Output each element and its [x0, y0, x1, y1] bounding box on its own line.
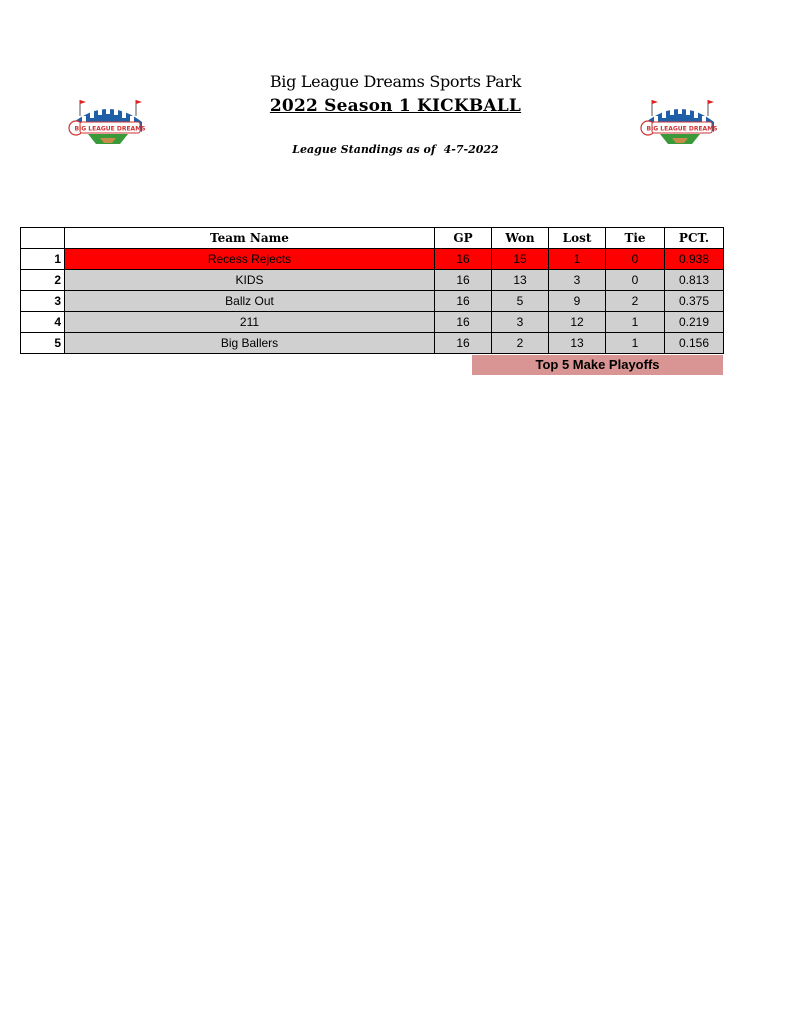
- pct-cell: 0.375: [665, 291, 724, 312]
- rank-cell: 2: [21, 270, 65, 291]
- table-row: [21, 333, 724, 354]
- playoffs-note: Top 5 Make Playoffs: [472, 355, 723, 375]
- rank-cell: 1: [21, 249, 65, 270]
- team-name-cell: 211: [65, 312, 435, 333]
- tie-cell: 0: [606, 249, 665, 270]
- won-cell: 13: [492, 270, 549, 291]
- header-pct: PCT.: [665, 228, 724, 249]
- header-won: Won: [492, 228, 549, 249]
- gp-cell: 16: [435, 333, 492, 354]
- header-lost: Lost: [549, 228, 606, 249]
- lost-cell: 9: [549, 291, 606, 312]
- svg-text:BIG LEAGUE DREAMS: BIG LEAGUE DREAMS: [74, 125, 146, 133]
- team-name-cell: Recess Rejects: [65, 249, 435, 270]
- table-row: [21, 270, 724, 291]
- standings-table: [20, 227, 724, 354]
- standings-date-line: [0, 143, 791, 156]
- gp-cell: 16: [435, 291, 492, 312]
- pct-cell: 0.219: [665, 312, 724, 333]
- lost-cell: 12: [549, 312, 606, 333]
- standings-date: 4-7-2022: [443, 143, 499, 156]
- table-row: [21, 291, 724, 312]
- lost-cell: 13: [549, 333, 606, 354]
- table-header-row: [21, 228, 724, 249]
- header-gp: GP: [435, 228, 492, 249]
- header-tie: Tie: [606, 228, 665, 249]
- rank-cell: 4: [21, 312, 65, 333]
- gp-cell: 16: [435, 312, 492, 333]
- team-name-cell: KIDS: [65, 270, 435, 291]
- pct-cell: 0.156: [665, 333, 724, 354]
- team-name-cell: Ballz Out: [65, 291, 435, 312]
- table-row: [21, 249, 724, 270]
- rank-cell: 5: [21, 333, 65, 354]
- tie-cell: 1: [606, 312, 665, 333]
- team-name-cell: Big Ballers: [65, 333, 435, 354]
- won-cell: 15: [492, 249, 549, 270]
- lost-cell: 3: [549, 270, 606, 291]
- tie-cell: 1: [606, 333, 665, 354]
- pct-cell: 0.938: [665, 249, 724, 270]
- standings-label: League Standings as of: [292, 143, 436, 156]
- gp-cell: 16: [435, 249, 492, 270]
- header-rank: [21, 228, 65, 249]
- won-cell: 5: [492, 291, 549, 312]
- table-row: [21, 312, 724, 333]
- tie-cell: 0: [606, 270, 665, 291]
- header-team-name: Team Name: [65, 228, 435, 249]
- tie-cell: 2: [606, 291, 665, 312]
- park-name: Big League Dreams Sports Park: [269, 72, 522, 91]
- won-cell: 2: [492, 333, 549, 354]
- svg-text:BIG LEAGUE DREAMS: BIG LEAGUE DREAMS: [646, 125, 718, 133]
- rank-cell: 3: [21, 291, 65, 312]
- gp-cell: 16: [435, 270, 492, 291]
- season-title: 2022 Season 1 KICKBALL: [269, 96, 522, 116]
- lost-cell: 1: [549, 249, 606, 270]
- won-cell: 3: [492, 312, 549, 333]
- pct-cell: 0.813: [665, 270, 724, 291]
